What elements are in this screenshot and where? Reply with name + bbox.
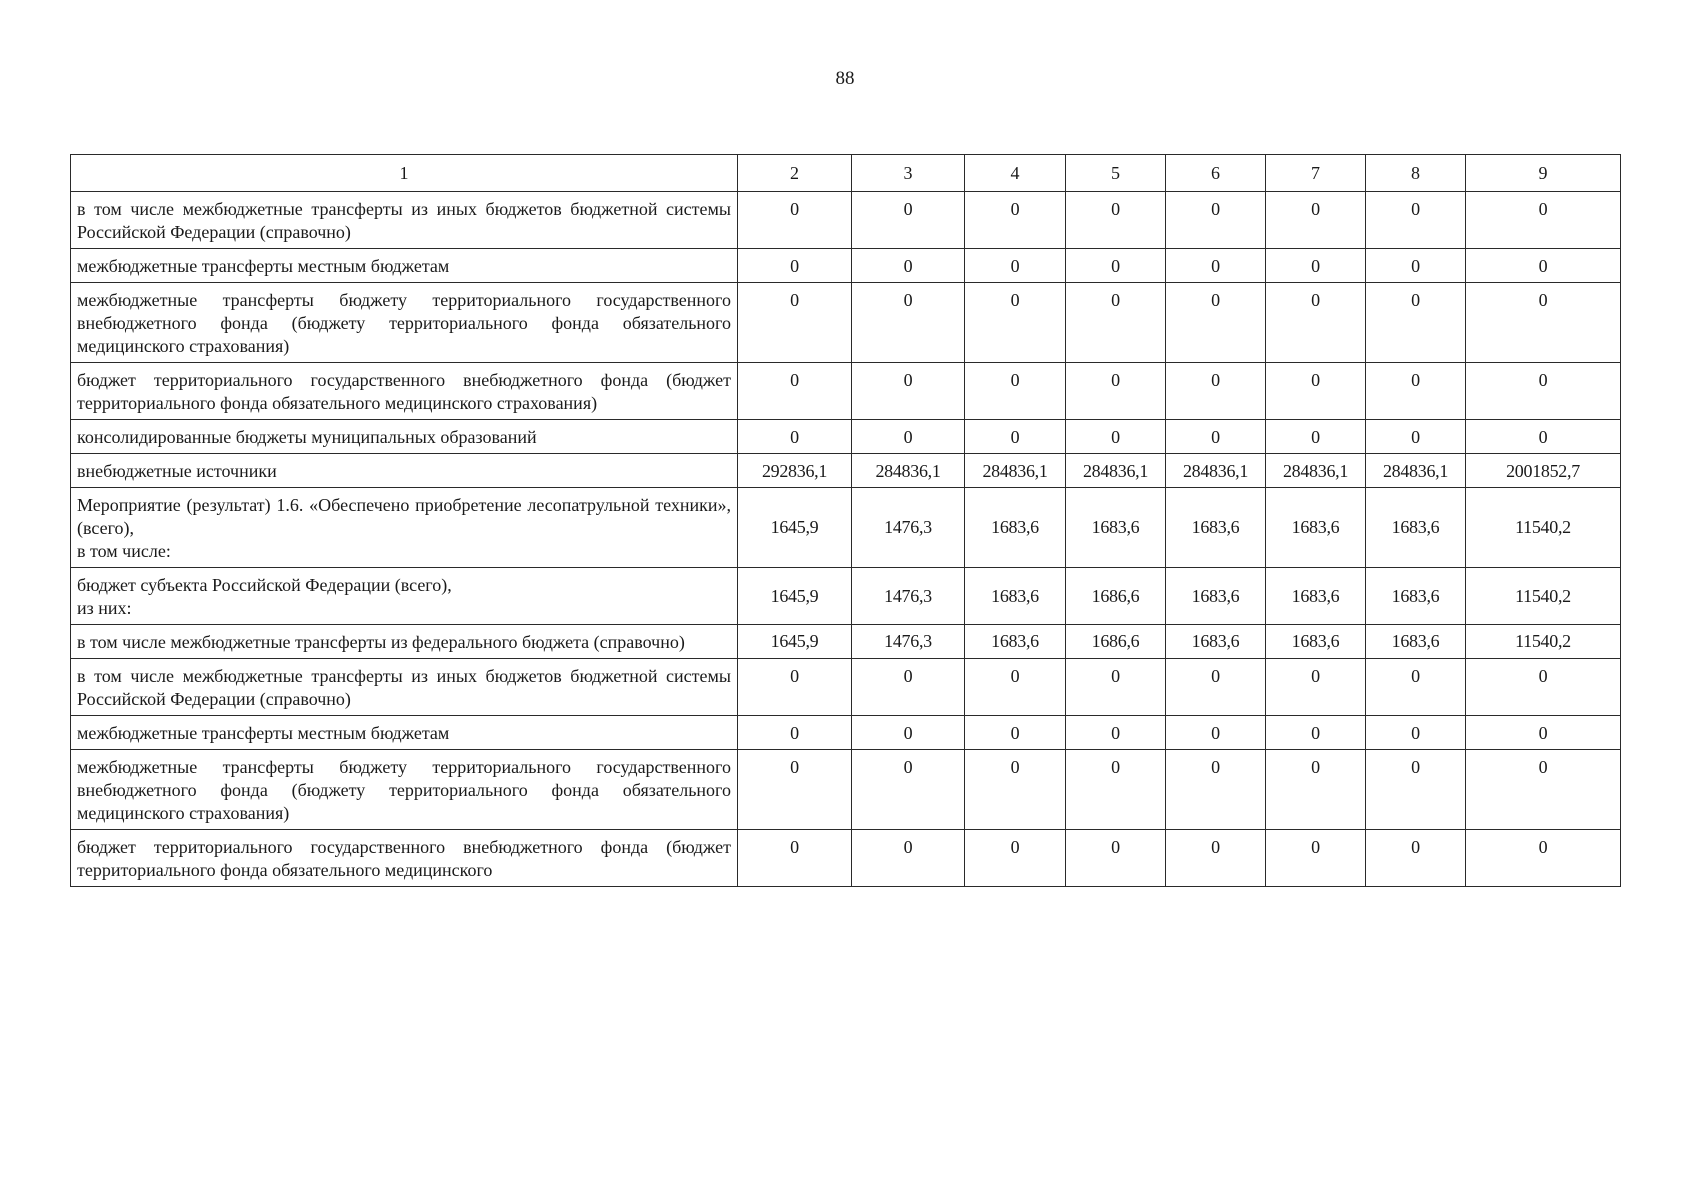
value-cell: 0 [1266, 283, 1366, 363]
column-number-header-row [71, 155, 1621, 192]
value-cell: 0 [852, 716, 965, 750]
value-cell: 1683,6 [1366, 568, 1466, 625]
row-label-line: Мероприятие (результат) 1.6. «Обеспечено приобретение лесопатрульной техники», (всего), [77, 495, 731, 538]
value-cell: 1683,6 [1366, 488, 1466, 568]
value-cell: 0 [738, 750, 852, 830]
column-header-9: 9 [1466, 155, 1621, 192]
value-cell: 0 [1266, 750, 1366, 830]
value-cell: 0 [965, 363, 1066, 420]
value-cell: 11540,2 [1466, 488, 1621, 568]
table-row [71, 625, 1621, 659]
value-cell: 0 [738, 659, 852, 716]
value-cell: 1683,6 [965, 488, 1066, 568]
value-cell: 0 [1466, 659, 1621, 716]
value-cell: 0 [965, 283, 1066, 363]
value-cell: 0 [1066, 363, 1166, 420]
value-cell: 0 [1166, 420, 1266, 454]
table-row [71, 659, 1621, 716]
row-label [71, 454, 738, 488]
table-row [71, 716, 1621, 750]
value-cell: 0 [1366, 192, 1466, 249]
value-cell: 0 [852, 363, 965, 420]
value-cell: 0 [738, 420, 852, 454]
row-label [71, 625, 738, 659]
value-cell: 0 [738, 830, 852, 887]
value-cell: 0 [1266, 659, 1366, 716]
column-header-7: 7 [1266, 155, 1366, 192]
column-header-1: 1 [71, 155, 738, 192]
row-label [71, 568, 738, 625]
value-cell: 0 [965, 750, 1066, 830]
value-cell: 1645,9 [738, 625, 852, 659]
value-cell: 0 [1166, 830, 1266, 887]
value-cell: 1645,9 [738, 568, 852, 625]
table-row [71, 283, 1621, 363]
row-label [71, 488, 738, 568]
row-label-line: межбюджетные трансферты бюджету территориального государственного внебюджетного фонда (бюджету территориального фонда обязательного медицинского страхования) [77, 290, 731, 356]
table-row [71, 454, 1621, 488]
value-cell: 0 [738, 716, 852, 750]
value-cell: 0 [852, 830, 965, 887]
value-cell: 0 [1366, 830, 1466, 887]
row-label-line: бюджет территориального государственного внебюджетного фонда (бюджет территориального фонда обязательного медицинского страхования) [77, 370, 731, 413]
value-cell: 0 [1166, 750, 1266, 830]
value-cell: 0 [738, 192, 852, 249]
value-cell: 0 [1066, 716, 1166, 750]
value-cell: 0 [1466, 192, 1621, 249]
value-cell: 284836,1 [852, 454, 965, 488]
value-cell: 0 [852, 659, 965, 716]
value-cell: 1476,3 [852, 625, 965, 659]
value-cell: 0 [1466, 249, 1621, 283]
row-label-line: из них: [77, 598, 132, 618]
row-label [71, 192, 738, 249]
budget-table [70, 154, 1621, 887]
value-cell: 0 [738, 363, 852, 420]
row-label-line: в том числе: [77, 541, 171, 561]
value-cell: 0 [1166, 283, 1266, 363]
value-cell: 0 [965, 249, 1066, 283]
value-cell: 1683,6 [1266, 568, 1366, 625]
row-label-line: консолидированные бюджеты муниципальных образований [77, 427, 537, 447]
row-label [71, 716, 738, 750]
value-cell: 284836,1 [1066, 454, 1166, 488]
column-header-3: 3 [852, 155, 965, 192]
row-label-line: межбюджетные трансферты местным бюджетам [77, 723, 450, 743]
value-cell: 0 [852, 750, 965, 830]
value-cell: 1683,6 [1166, 488, 1266, 568]
table-body [71, 155, 1621, 887]
table-row [71, 249, 1621, 283]
value-cell: 2001852,7 [1466, 454, 1621, 488]
value-cell: 0 [1166, 716, 1266, 750]
value-cell: 0 [1266, 363, 1366, 420]
value-cell: 0 [1366, 283, 1466, 363]
value-cell: 1683,6 [1366, 625, 1466, 659]
row-label-line: межбюджетные трансферты бюджету территориального государственного внебюджетного фонда (бюджету территориального фонда обязательного медицинского страхования) [77, 757, 731, 823]
value-cell: 0 [1466, 420, 1621, 454]
value-cell: 11540,2 [1466, 568, 1621, 625]
value-cell: 284836,1 [1266, 454, 1366, 488]
row-label [71, 363, 738, 420]
value-cell: 0 [852, 283, 965, 363]
value-cell: 0 [1066, 420, 1166, 454]
value-cell: 0 [1166, 659, 1266, 716]
row-label [71, 420, 738, 454]
value-cell: 0 [1366, 249, 1466, 283]
table-row [71, 830, 1621, 887]
value-cell: 11540,2 [1466, 625, 1621, 659]
row-label [71, 283, 738, 363]
value-cell: 1683,6 [965, 568, 1066, 625]
table-row [71, 750, 1621, 830]
value-cell: 0 [1466, 830, 1621, 887]
value-cell: 0 [1366, 716, 1466, 750]
value-cell: 0 [1466, 716, 1621, 750]
value-cell: 0 [852, 420, 965, 454]
table-row [71, 363, 1621, 420]
table-row [71, 420, 1621, 454]
row-label-line: в том числе межбюджетные трансферты из иных бюджетов бюджетной системы Российской Федерации (справочно) [77, 199, 731, 242]
value-cell: 0 [1066, 750, 1166, 830]
value-cell: 284836,1 [1166, 454, 1266, 488]
value-cell: 1476,3 [852, 488, 965, 568]
value-cell: 0 [1466, 283, 1621, 363]
row-label [71, 659, 738, 716]
value-cell: 0 [1366, 750, 1466, 830]
value-cell: 0 [1166, 363, 1266, 420]
value-cell: 0 [1266, 249, 1366, 283]
row-label-line: внебюджетные источники [77, 461, 277, 481]
value-cell: 0 [1066, 830, 1166, 887]
value-cell: 0 [1366, 659, 1466, 716]
value-cell: 284836,1 [1366, 454, 1466, 488]
value-cell: 0 [1066, 283, 1166, 363]
value-cell: 0 [1066, 249, 1166, 283]
value-cell: 1645,9 [738, 488, 852, 568]
value-cell: 0 [965, 659, 1066, 716]
row-label [71, 249, 738, 283]
row-label-line: в том числе межбюджетные трансферты из иных бюджетов бюджетной системы Российской Федерации (справочно) [77, 666, 731, 709]
value-cell: 0 [852, 192, 965, 249]
value-cell: 0 [1266, 420, 1366, 454]
value-cell: 0 [965, 716, 1066, 750]
value-cell: 1686,6 [1066, 625, 1166, 659]
value-cell: 0 [1366, 363, 1466, 420]
value-cell: 0 [738, 283, 852, 363]
row-label [71, 830, 738, 887]
value-cell: 1683,6 [1066, 488, 1166, 568]
value-cell: 0 [965, 192, 1066, 249]
row-label-line: бюджет территориального государственного внебюджетного фонда (бюджет территориального фонда обязательного медицинского [77, 837, 731, 880]
value-cell: 0 [1266, 716, 1366, 750]
value-cell: 0 [1166, 249, 1266, 283]
value-cell: 292836,1 [738, 454, 852, 488]
value-cell: 1476,3 [852, 568, 965, 625]
value-cell: 284836,1 [965, 454, 1066, 488]
value-cell: 1686,6 [1066, 568, 1166, 625]
value-cell: 1683,6 [1166, 625, 1266, 659]
table-row [71, 568, 1621, 625]
row-label-line: бюджет субъекта Российской Федерации (всего), [77, 575, 452, 595]
value-cell: 0 [1466, 750, 1621, 830]
column-header-2: 2 [738, 155, 852, 192]
value-cell: 0 [965, 420, 1066, 454]
column-header-5: 5 [1066, 155, 1166, 192]
value-cell: 0 [1166, 192, 1266, 249]
row-label-line: межбюджетные трансферты местным бюджетам [77, 256, 450, 276]
row-label-line: в том числе межбюджетные трансферты из федерального бюджета (справочно) [77, 632, 685, 652]
table-row [71, 488, 1621, 568]
column-header-6: 6 [1166, 155, 1266, 192]
value-cell: 1683,6 [1166, 568, 1266, 625]
column-header-4: 4 [965, 155, 1066, 192]
value-cell: 0 [965, 830, 1066, 887]
table-row [71, 192, 1621, 249]
value-cell: 1683,6 [1266, 625, 1366, 659]
value-cell: 0 [1366, 420, 1466, 454]
value-cell: 0 [738, 249, 852, 283]
value-cell: 0 [1466, 363, 1621, 420]
value-cell: 0 [1266, 192, 1366, 249]
value-cell: 1683,6 [965, 625, 1066, 659]
value-cell: 0 [852, 249, 965, 283]
value-cell: 0 [1066, 192, 1166, 249]
value-cell: 0 [1066, 659, 1166, 716]
column-header-8: 8 [1366, 155, 1466, 192]
value-cell: 0 [1266, 830, 1366, 887]
row-label [71, 750, 738, 830]
value-cell: 1683,6 [1266, 488, 1366, 568]
page-number: 88 [835, 68, 855, 89]
